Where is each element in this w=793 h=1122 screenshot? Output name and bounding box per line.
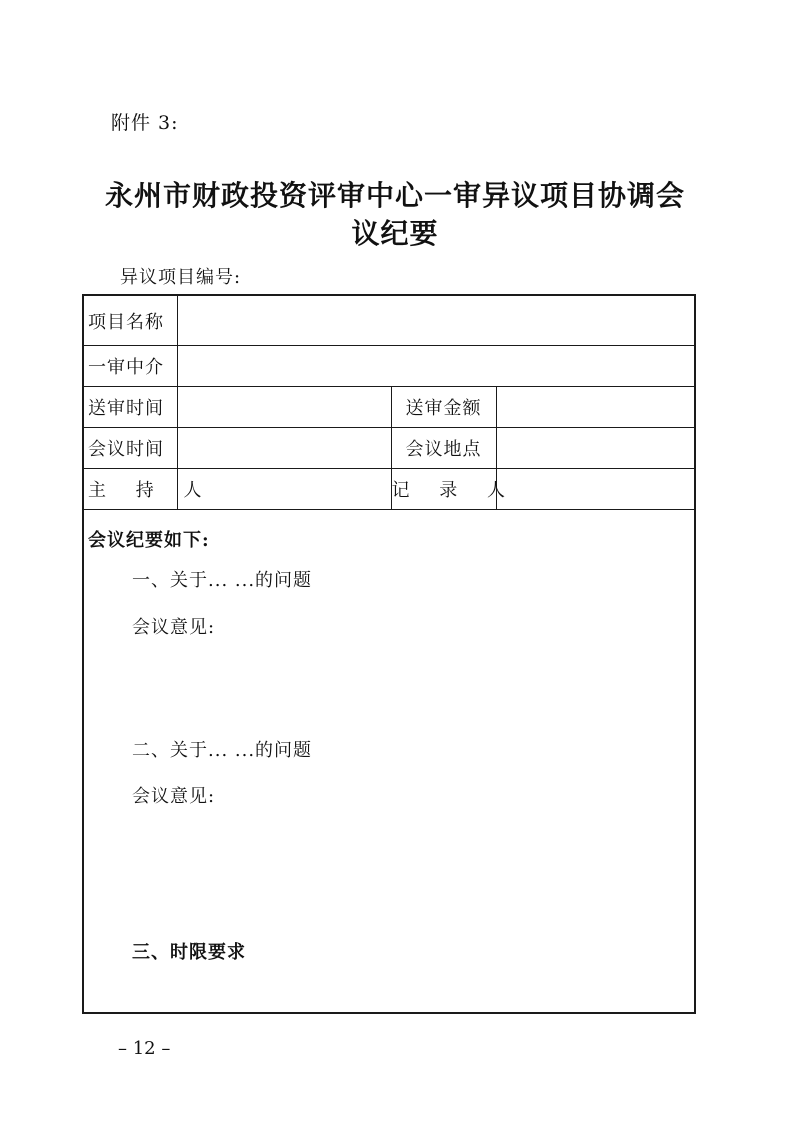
document-title-line1: 永州市财政投资评审中心一审异议项目协调会 <box>104 179 685 212</box>
submit-time-field[interactable] <box>177 387 391 428</box>
submit-amount-field[interactable] <box>496 387 694 428</box>
recorder-label: 记 录 人 <box>391 469 496 510</box>
first-review-agency-field[interactable] <box>177 346 694 387</box>
project-number-label: 异议项目编号: <box>120 267 242 288</box>
meeting-location-label: 会议地点 <box>391 428 496 469</box>
meeting-time-label: 会议时间 <box>84 428 177 469</box>
minutes-form <box>82 294 696 1014</box>
recorder-field[interactable] <box>496 469 694 510</box>
attachment-label: 附件 3: <box>111 112 179 134</box>
project-name-field[interactable] <box>177 296 694 346</box>
item2-title: 二、关于... ...的问题 <box>132 740 313 761</box>
item1-opinion-label: 会议意见: <box>132 617 216 638</box>
table-row <box>84 387 694 428</box>
project-info-table <box>84 296 694 510</box>
page-number: – 12 – <box>118 1038 171 1059</box>
table-row <box>84 469 694 510</box>
submit-time-label: 送审时间 <box>84 387 177 428</box>
item3-title: 三、时限要求 <box>132 942 246 963</box>
table-row <box>84 428 694 469</box>
meeting-time-field[interactable] <box>177 428 391 469</box>
item1-title: 一、关于... ...的问题 <box>132 570 313 591</box>
item2-opinion-label: 会议意见: <box>132 786 216 807</box>
first-review-agency-label: 一审中介 <box>84 346 177 387</box>
submit-amount-label: 送审金额 <box>391 387 496 428</box>
table-row <box>84 296 694 346</box>
host-label: 主 持 人 <box>84 469 177 510</box>
meeting-location-field[interactable] <box>496 428 694 469</box>
minutes-heading: 会议纪要如下: <box>88 530 210 551</box>
project-name-label: 项目名称 <box>84 296 177 346</box>
table-row <box>84 346 694 387</box>
document-title-line2: 议纪要 <box>351 217 439 250</box>
